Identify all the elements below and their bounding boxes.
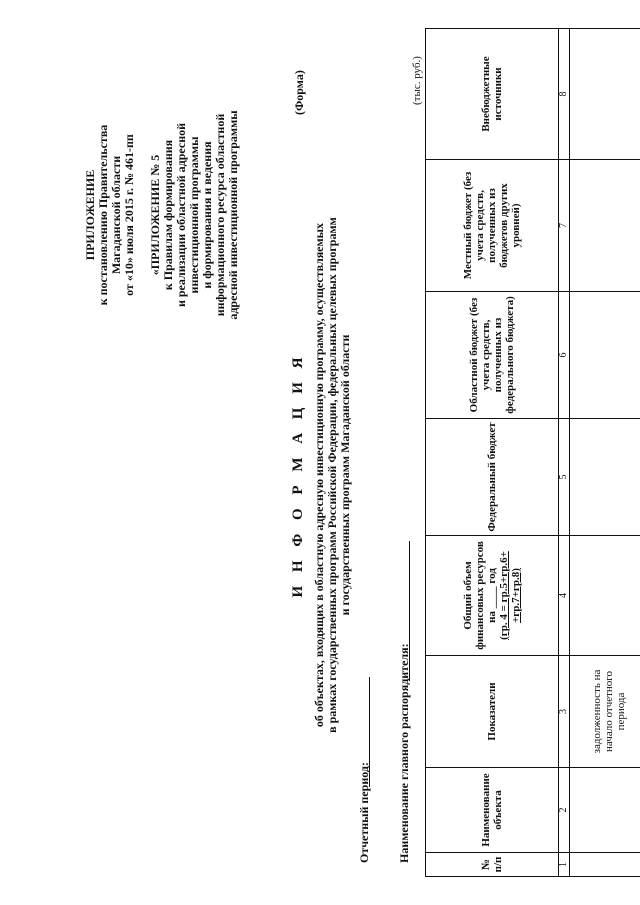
cell-number[interactable]	[570, 853, 640, 877]
appendix-line: информационного ресурса областной	[213, 113, 227, 317]
column-number: 6	[559, 292, 570, 419]
subtitle-line: об объектах, входящих в областную адресную инвестиционную программу, осуществляемых	[312, 222, 326, 728]
units-label: (тыс. руб.)	[411, 56, 423, 105]
appendix-line: и формирования и ведения	[200, 141, 214, 289]
document-title: И Н Ф О Р М А Ц И Я	[290, 352, 306, 598]
column-number: 2	[559, 768, 570, 853]
total-volume-title: Общий объем финансовых ресурсов	[462, 541, 486, 650]
header-cell-object-name: Наименование объекта	[426, 768, 559, 853]
reporting-period-blank[interactable]	[369, 677, 370, 787]
header-cell-indicators: Показатели	[426, 656, 559, 768]
title-block	[290, 125, 352, 825]
column-number: 7	[559, 160, 570, 292]
header-cell-number: № п/п	[426, 853, 559, 877]
column-number: 1	[559, 853, 570, 877]
cell-total-volume[interactable]	[570, 536, 640, 656]
appendix-line: ПРИЛОЖЕНИЕ	[83, 169, 97, 261]
table-header-row	[426, 29, 559, 877]
cell-local-budget[interactable]	[570, 160, 640, 292]
appendix-line: к Правилам формирования	[161, 139, 175, 291]
column-number: 5	[559, 419, 570, 536]
total-volume-formula: (гр. 4 = гр.5+гр.6+ +гр.7+гр.8)	[498, 551, 522, 640]
recipient-label: Наименование главного распорядителя:	[397, 643, 411, 863]
cell-federal-budget[interactable]	[570, 419, 640, 536]
appendix-line: «ПРИЛОЖЕНИЕ № 5	[148, 154, 162, 276]
column-number: 4	[559, 536, 570, 656]
cell-regional-budget[interactable]	[570, 292, 640, 419]
appendix-header	[84, 65, 240, 365]
header-cell-federal-budget: Федеральный бюджет	[426, 419, 559, 536]
cell-extrabudgetary[interactable]	[570, 29, 640, 160]
table-number-row	[559, 29, 570, 877]
cell-indicator: задолженность на начало отчетного периода	[570, 656, 640, 768]
appendix-line: Магаданской области	[109, 155, 123, 275]
appendix-line: адресной инвестиционной программы	[226, 110, 240, 320]
reporting-period-label: Отчетный период:	[357, 762, 371, 863]
header-cell-extrabudgetary: Внебюджетные источники	[426, 29, 559, 160]
header-cell-local-budget: Местный бюджет (без учета средств, полученных из бюджетов других уровней)	[426, 160, 559, 292]
header-cell-regional-budget: Областной бюджет (без учета средств, полученных из федерального бюджета)	[426, 292, 559, 419]
subtitle-line: и государственных программ Магаданской области	[338, 334, 352, 616]
column-number: 3	[559, 656, 570, 768]
appendix-line: от «10» июля 2015 г. № 461-пп	[122, 134, 136, 296]
table-row	[570, 29, 640, 877]
recipient-blank[interactable]	[409, 541, 410, 681]
cell-object-name[interactable]	[570, 768, 640, 853]
column-number: 8	[559, 29, 570, 160]
header-cell-total-volume	[426, 536, 559, 656]
form-label: (Форма)	[292, 70, 306, 115]
appendix-line: к постановлению Правительства	[96, 124, 110, 306]
appendix-line: инвестиционной программы	[187, 136, 201, 294]
info-table	[425, 28, 640, 877]
subtitle-line: в рамках государственных программ Российской Федерации, федеральных целевых программ	[325, 217, 339, 733]
total-volume-year: на ____ год	[486, 568, 498, 623]
appendix-line: и реализации областной адресной	[174, 122, 188, 308]
